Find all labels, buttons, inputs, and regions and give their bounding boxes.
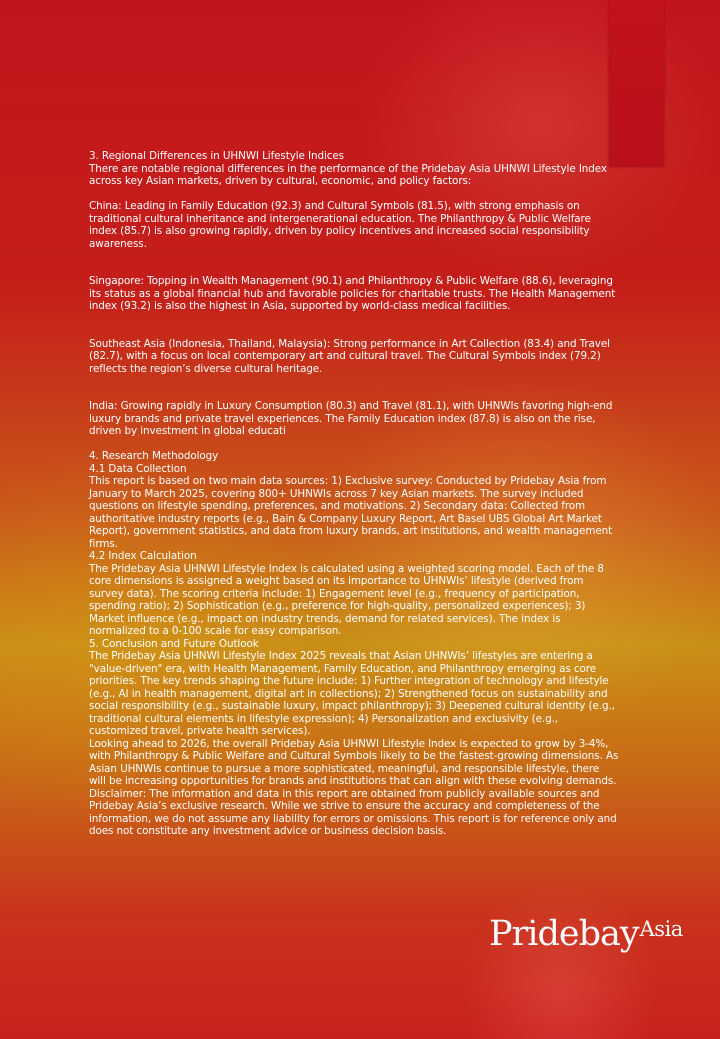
logo-subword: Asia [639,917,683,941]
section-4-1-body: This report is based on two main data sources: 1) Exclusive survey: Conducted by Pridebay Asia from January to March 2025, covering 800+ UHNWIs across 7 key Asian markets. The survey included questions on lifestyle spending, preferences, and motivations. 2) Secondary data: Collected from authoritative industry reports (e.g., Bain & Company Luxury Report, Art Basel UBS Global Art Market Report), government statistics, and data from luxury brands, art institutions, and wealth management firms. [89,475,613,550]
section-4-2-body: The Pridebay Asia UHNWI Lifestyle Index is calculated using a weighted scoring model. Each of the 8 core dimensions is assigned a weight based on its importance to UHNWIs’ lifestyle (derived from survey data). The scoring criteria include: 1) Engagement level (e.g., frequency of participation, spending ratio); 2) Sophistication (e.g., preference for high-quality, personalized experiences); 3) Market influence (e.g., impact on industry trends, demand for related services). The index is normalized to a 0-100 scale for easy comparison. [89,562,604,637]
logo-wordmark: Pridebay [489,914,639,954]
china-paragraph: China: Leading in Family Education (92.3) and Cultural Symbols (81.5), with strong emphasis on traditional cultural inheritance and intergenerational education. The Philanthropy & Public Welfare index (85.7) is also growing rapidly, driven by policy incentives and increased social responsibility awareness. [89,200,591,250]
singapore-paragraph: Singapore: Topping in Wealth Management (90.1) and Philanthropy & Public Welfare (88.6), leveraging its status as a global financial hub and favorable policies for charitable trusts. The Health Management index (93.2) is also the highest in Asia, supported by world-class medical facilities. [89,275,616,312]
section-4-title: 4. Research Methodology [89,450,219,462]
bookmark-ribbon [609,0,664,167]
section-4-2-title: 4.2 Index Calculation [89,550,197,562]
southeast-asia-paragraph: Southeast Asia (Indonesia, Thailand, Malaysia): Strong performance in Art Collection (83.4) and Travel (82.7), with a focus on local contemporary art and cultural travel. The Cultural Symbols index (79.2) reflects the region’s diverse cultural heritage. [89,337,610,375]
section-5-body-2: Looking ahead to 2026, the overall Pridebay Asia UHNWI Lifestyle Index is expected to grow by 3-4%, with Philanthropy & Public Welfare and Cultural Symbols likely to be the fastest-growing dimensions. As Asian UHNWIs continue to pursue a more sophisticated, meaningful, and responsible lifestyle, there will be increasing opportunities for brands and institutions that can align with these evolving demands. [89,737,619,787]
report-body [89,150,619,838]
section-3-title: 3. Regional Differences in UHNWI Lifestyle Indices [89,150,344,162]
section-4-1-title: 4.1 Data Collection [89,462,187,475]
section-5-body-1: The Pridebay Asia UHNWI Lifestyle Index 2025 reveals that Asian UHNWIs’ lifestyles are entering a "value-driven" era, with Health Management, Family Education, and Philanthropy emerging as core priorities. The key trends shaping the future include: 1) Further integration of technology and lifestyle (e.g., AI in health management, digital art in collections); 2) Strengthened focus on sustainability and social responsibility (e.g., sustainable luxury, impact philanthropy); 3) Deepened cultural identity (e.g., traditional cultural elements in lifestyle expression); 4) Personalization and exclusivity (e.g., customized travel, private health services). [89,650,615,737]
disclaimer: Disclaimer: The information and data in this report are obtained from publicly available sources and Pridebay Asia’s exclusive research. While we strive to ensure the accuracy and completeness of the information, we do not assume any liability for errors or omissions. This report is for reference only and does not constitute any investment advice or business decision basis. [89,787,617,837]
section-5-title: 5. Conclusion and Future Outlook [89,637,259,650]
pridebay-asia-logo [489,914,689,974]
india-paragraph: India: Growing rapidly in Luxury Consumption (80.3) and Travel (81.1), with UHNWIs favoring high-end luxury brands and private travel experiences. The Family Education index (87.8) is also on the rise, driven by investment in global educati [89,400,613,437]
section-3-intro: There are notable regional differences in the performance of the Pridebay Asia UHNWI Lifestyle Index across key Asian markets, driven by cultural, economic, and policy factors: [89,162,607,187]
